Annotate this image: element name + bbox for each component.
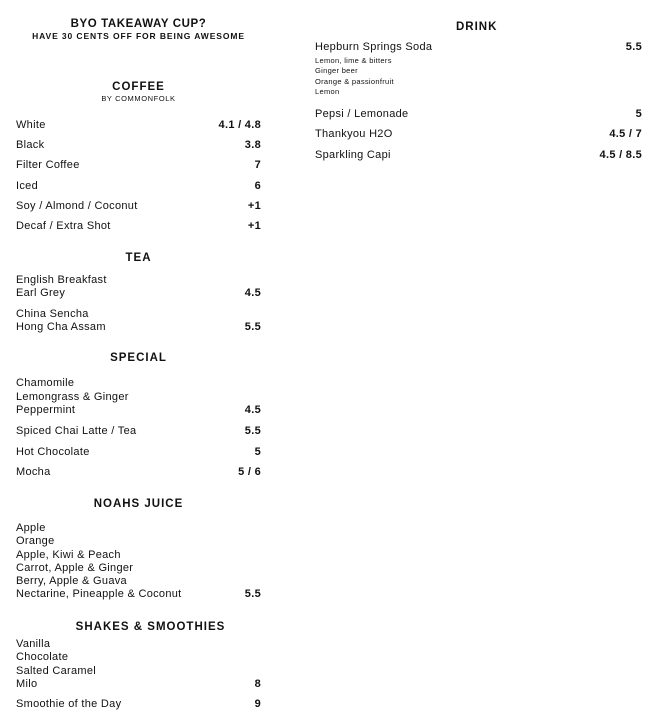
menu-item: China Sencha bbox=[16, 307, 89, 320]
promo-title: BYO TAKEAWAY CUP? bbox=[70, 18, 207, 30]
menu-item: Thankyou H2O 4.5 / 7 bbox=[315, 128, 642, 140]
special-heading: SPECIAL bbox=[110, 352, 167, 365]
menu-item: White 4.1 / 4.8 bbox=[16, 118, 261, 131]
shakes-section bbox=[16, 620, 261, 712]
flavour-item: Lemon, lime & bitters bbox=[315, 55, 392, 65]
flavour-item: Ginger beer bbox=[315, 66, 358, 75]
menu-item: Smoothie of the Day 9 bbox=[16, 698, 261, 711]
menu-item: Orange bbox=[16, 535, 55, 548]
menu-item: Lemongrass & Ginger bbox=[16, 390, 129, 403]
juice-section bbox=[16, 497, 261, 602]
menu-item: Apple, Kiwi & Peach bbox=[16, 548, 121, 561]
special-section bbox=[16, 351, 261, 480]
flavour-item: Orange & passionfruit bbox=[315, 76, 394, 86]
juice-heading: NOAHS JUICE bbox=[93, 497, 184, 510]
shakes-heading: SHAKES & SMOOTHIES bbox=[75, 620, 226, 633]
right-column bbox=[315, 20, 642, 162]
menu-item: Salted Caramel bbox=[16, 664, 97, 677]
coffee-heading: COFFEE bbox=[112, 81, 165, 93]
menu-item: Sparkling Capi 4.5 / 8.5 bbox=[315, 148, 642, 161]
menu-item: Iced 6 bbox=[16, 179, 261, 192]
menu-item: Hot Chocolate 5 bbox=[16, 445, 261, 458]
tea-heading: TEA bbox=[125, 251, 152, 264]
menu-item: Carrot, Apple & Ginger bbox=[16, 561, 134, 574]
menu-item: Black 3.8 bbox=[16, 139, 261, 152]
tea-section bbox=[16, 251, 261, 335]
menu-item: Earl Grey 4.5 bbox=[16, 287, 261, 300]
byo-cup-promo bbox=[16, 17, 261, 42]
promo-subtitle: HAVE 30 CENTS OFF FOR BEING AWESOME bbox=[32, 31, 245, 41]
menu-item: Decaf / Extra Shot +1 bbox=[16, 220, 261, 233]
menu-item: Filter Coffee 7 bbox=[16, 159, 261, 172]
menu-item: Peppermint 4.5 bbox=[16, 403, 261, 416]
menu-item: Berry, Apple & Guava bbox=[16, 575, 127, 588]
coffee-section bbox=[16, 80, 261, 234]
menu-item: Soy / Almond / Coconut +1 bbox=[16, 199, 261, 212]
menu-item: English Breakfast bbox=[16, 273, 107, 286]
menu-item: Vanilla bbox=[16, 637, 51, 650]
menu-item: Pepsi / Lemonade 5 bbox=[315, 107, 642, 120]
menu-item: Hong Cha Assam 5.5 bbox=[16, 320, 261, 333]
menu-item: Nectarine, Pineapple & Coconut 5.5 bbox=[16, 588, 261, 601]
left-column bbox=[16, 17, 261, 712]
menu-item: Mocha 5 / 6 bbox=[16, 466, 261, 479]
flavour-item: Lemon bbox=[315, 87, 340, 96]
menu-item: Chamomile bbox=[16, 377, 75, 390]
menu-item: Hepburn Springs Soda 5.5 bbox=[315, 41, 642, 53]
menu-item: Milo 8 bbox=[16, 677, 261, 690]
coffee-subheading: BY COMMONFOLK bbox=[101, 94, 176, 103]
menu-item: Chocolate bbox=[16, 651, 69, 664]
drink-section bbox=[315, 41, 642, 162]
soda-flavours bbox=[315, 56, 642, 98]
menu-item: Apple bbox=[16, 521, 46, 534]
drink-heading: DRINK bbox=[456, 21, 498, 33]
menu-item: Spiced Chai Latte / Tea 5.5 bbox=[16, 425, 261, 438]
